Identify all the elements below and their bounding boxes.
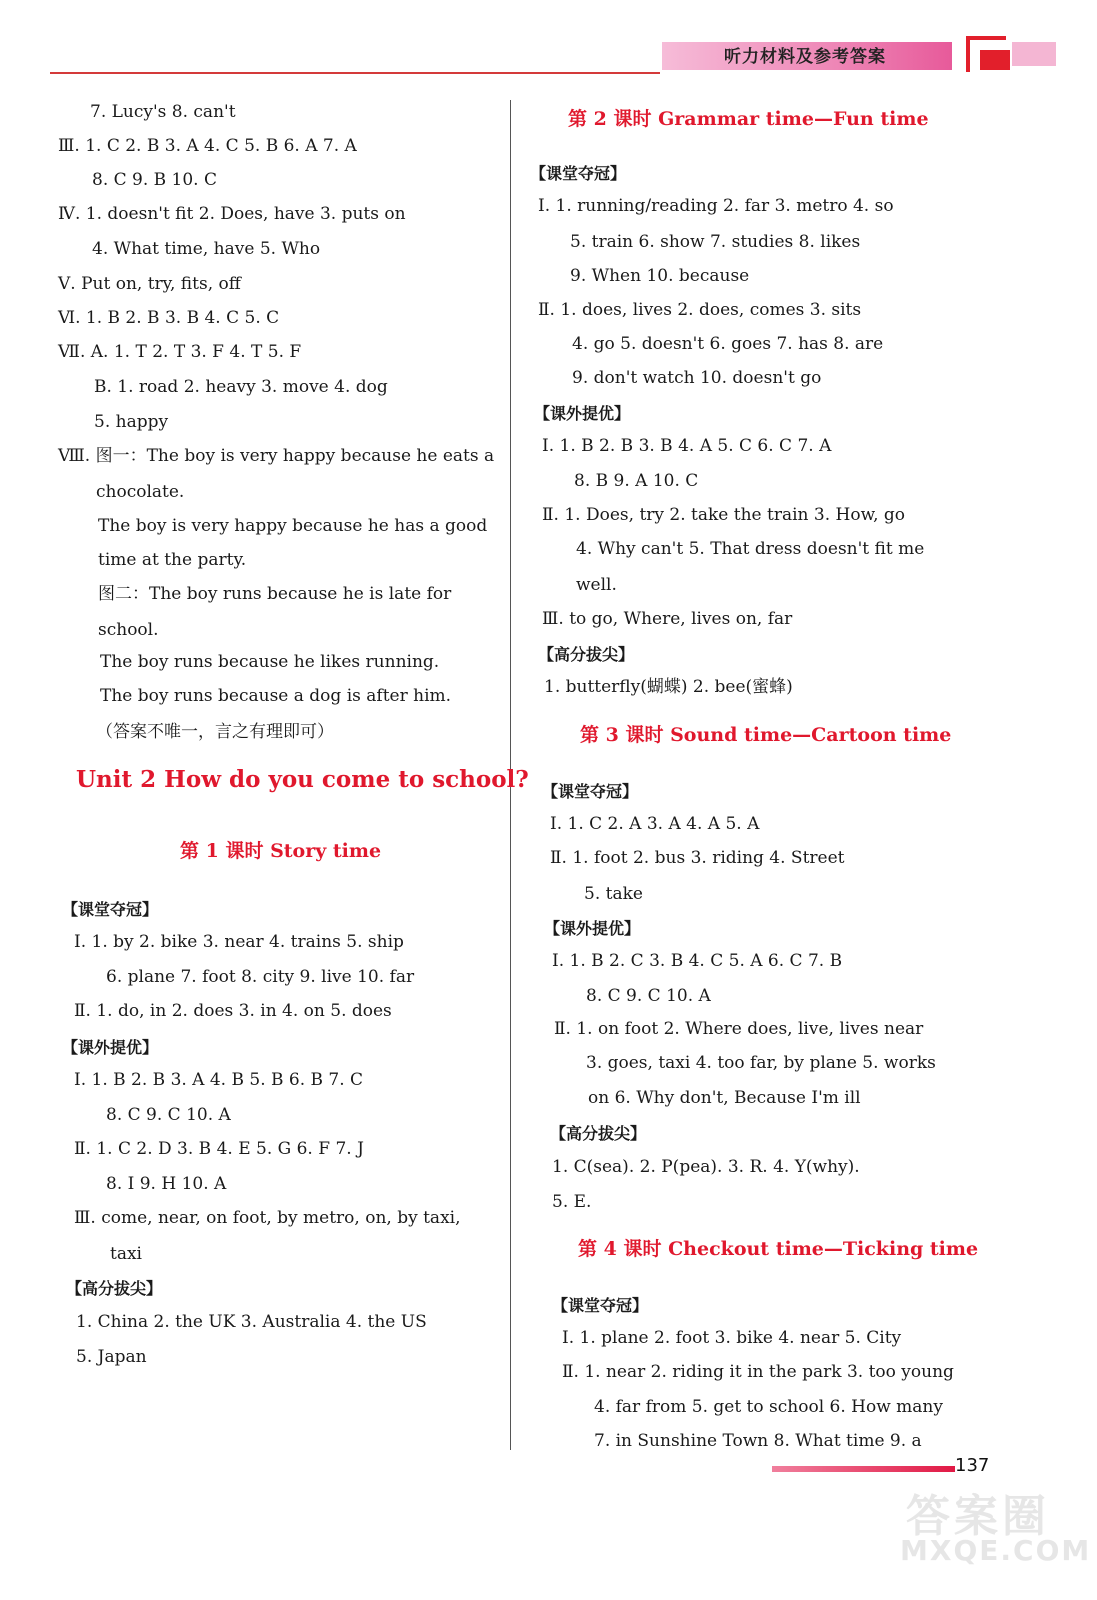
answer-line: 1. C(sea). 2. P(pea). 3. R. 4. Y(why).: [552, 1157, 860, 1177]
page-number: 137: [955, 1455, 990, 1476]
section-heading: 【课堂夺冠】: [530, 164, 627, 183]
answer-line: 9. When 10. because: [570, 266, 750, 286]
answer-line: on 6. Why don't, Because I'm ill: [588, 1088, 861, 1108]
answer-line: Ⅱ. 1. on foot 2. Where does, live, lives near: [554, 1019, 924, 1039]
answer-line: Ⅱ. 1. C 2. D 3. B 4. E 5. G 6. F 7. J: [74, 1139, 364, 1159]
answer-line: well.: [576, 575, 617, 595]
section-heading: 【高分拔尖】: [538, 645, 635, 664]
answer-line: 6. plane 7. foot 8. city 9. live 10. far: [106, 967, 415, 987]
answer-line: 5. Japan: [76, 1347, 147, 1367]
answer-line: 7. Lucy's 8. can't: [90, 102, 236, 122]
answer-line: Ⅰ. 1. plane 2. foot 3. bike 4. near 5. City: [562, 1328, 902, 1348]
answer-line: 5. E.: [552, 1192, 592, 1212]
brand-logo-icon: [966, 36, 1006, 72]
header-title: 听力材料及参考答案: [724, 47, 886, 67]
answer-line: Ⅰ. 1. by 2. bike 3. near 4. trains 5. ship: [74, 932, 404, 952]
watermark-text: 答案圈: [906, 1491, 1050, 1542]
answer-line: 4. What time, have 5. Who: [92, 239, 321, 259]
answer-line: Ⅱ. 1. Does, try 2. take the train 3. How, go: [542, 505, 906, 525]
section-heading: 【课堂夺冠】: [62, 900, 159, 919]
answer-line: 5. take: [584, 884, 643, 904]
unit-title: Unit 2 How do you come to school?: [76, 766, 529, 793]
answer-line: 5. happy: [94, 412, 169, 432]
watermark-url: MXQE.COM: [900, 1534, 1092, 1567]
answer-line: 4. go 5. doesn't 6. goes 7. has 8. are: [572, 334, 884, 354]
answer-line: Ⅱ. 1. do, in 2. does 3. in 4. on 5. does: [74, 1001, 392, 1021]
answer-line: Ⅳ. 1. doesn't fit 2. Does, have 3. puts on: [58, 204, 406, 224]
answer-line: 5. train 6. show 7. studies 8. likes: [570, 232, 861, 252]
answer-line: taxi: [110, 1244, 142, 1264]
answer-line: Ⅴ. Put on, try, fits, off: [58, 274, 241, 294]
answer-line: Ⅷ. 图一：The boy is very happy because he eats a: [58, 446, 495, 466]
watermark-logo: [900, 1480, 1092, 1580]
lesson-title: 第 3 课时 Sound time—Cartoon time: [580, 724, 952, 746]
header-tail-bar: [1012, 42, 1056, 66]
section-heading: 【高分拔尖】: [550, 1124, 647, 1143]
answer-line: chocolate.: [96, 482, 185, 502]
answer-line: The boy is very happy because he has a good: [98, 516, 488, 536]
lesson-title: 第 1 课时 Story time: [180, 840, 382, 862]
section-heading: 【课外提优】: [534, 404, 631, 423]
answer-line: school.: [98, 620, 159, 640]
answer-line: 3. goes, taxi 4. too far, by plane 5. works: [586, 1053, 936, 1073]
answer-note: （答案不唯一，言之有理即可）: [96, 722, 334, 742]
answer-line: 8. B 9. A 10. C: [574, 471, 699, 491]
answer-line: Ⅰ. 1. B 2. C 3. B 4. C 5. A 6. C 7. B: [552, 951, 843, 971]
answer-line: Ⅱ. 1. near 2. riding it in the park 3. too young: [562, 1362, 954, 1382]
answer-line: Ⅲ. to go, Where, lives on, far: [542, 609, 793, 629]
answer-line: 7. in Sunshine Town 8. What time 9. a: [594, 1431, 922, 1451]
answer-line: 8. C 9. B 10. C: [92, 170, 218, 190]
answer-line: Ⅵ. 1. B 2. B 3. B 4. C 5. C: [58, 308, 280, 328]
answer-line: 4. far from 5. get to school 6. How many: [594, 1397, 943, 1417]
answer-line: 8. C 9. C 10. A: [586, 986, 711, 1006]
answer-line: Ⅶ. A. 1. T 2. T 3. F 4. T 5. F: [58, 342, 302, 362]
footer-rule: [772, 1466, 955, 1472]
answer-line: The boy runs because a dog is after him.: [100, 686, 452, 706]
answer-line: Ⅲ. come, near, on foot, by metro, on, by taxi,: [74, 1208, 461, 1228]
answer-line: Ⅱ. 1. foot 2. bus 3. riding 4. Street: [550, 848, 845, 868]
answer-line: Ⅰ. 1. running/reading 2. far 3. metro 4. so: [538, 196, 894, 216]
answer-line: 1. butterfly(蝴蝶) 2. bee(蜜蜂): [544, 677, 793, 697]
lesson-title: 第 2 课时 Grammar time—Fun time: [568, 108, 929, 130]
answer-line: 4. Why can't 5. That dress doesn't fit me: [576, 539, 925, 559]
section-heading: 【课外提优】: [544, 919, 641, 938]
section-heading: 【课堂夺冠】: [552, 1296, 649, 1315]
answer-line: The boy runs because he likes running.: [100, 652, 440, 672]
answer-line: Ⅰ. 1. B 2. B 3. A 4. B 5. B 6. B 7. C: [74, 1070, 364, 1090]
answer-line: Ⅰ. 1. C 2. A 3. A 4. A 5. A: [550, 814, 760, 834]
lesson-title: 第 4 课时 Checkout time—Ticking time: [578, 1238, 979, 1260]
section-heading: 【高分拔尖】: [66, 1279, 163, 1298]
answer-line: 9. don't watch 10. doesn't go: [572, 368, 822, 388]
answer-line: 8. I 9. H 10. A: [106, 1174, 227, 1194]
answer-line: 8. C 9. C 10. A: [106, 1105, 231, 1125]
section-heading: 【课堂夺冠】: [542, 782, 639, 801]
answer-line: Ⅰ. 1. B 2. B 3. B 4. A 5. C 6. C 7. A: [542, 436, 832, 456]
answer-line: time at the party.: [98, 550, 247, 570]
answer-line: 1. China 2. the UK 3. Australia 4. the US: [76, 1312, 427, 1332]
answer-line: 图二：The boy runs because he is late for: [98, 584, 452, 604]
answer-line: Ⅲ. 1. C 2. B 3. A 4. C 5. B 6. A 7. A: [58, 136, 357, 156]
answer-line: Ⅱ. 1. does, lives 2. does, comes 3. sits: [538, 300, 862, 320]
top-rule: [50, 72, 660, 74]
answer-line: B. 1. road 2. heavy 3. move 4. dog: [94, 377, 388, 397]
section-heading: 【课外提优】: [62, 1038, 159, 1057]
